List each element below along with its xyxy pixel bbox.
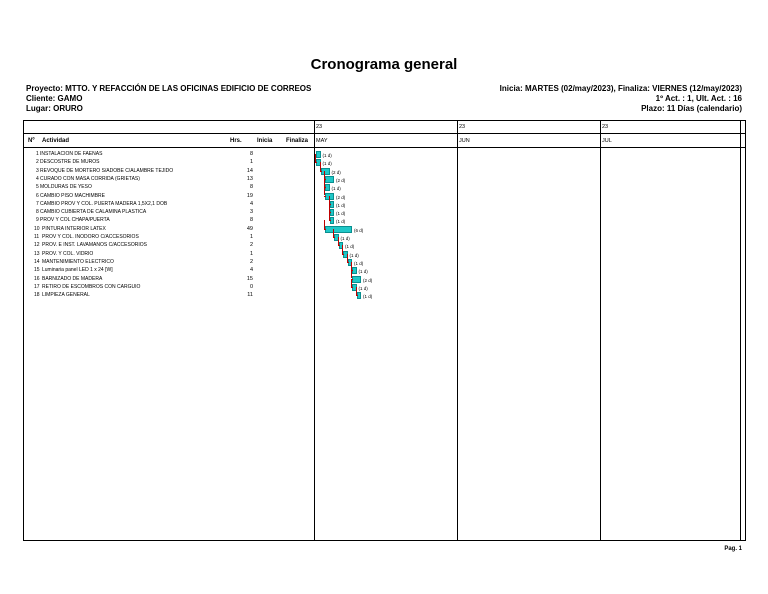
table-row — [24, 226, 324, 234]
schedule-term: Plazo: 11 Días (calendario) — [641, 104, 742, 113]
project-name: Proyecto: MTTO. Y REFACCIÓN DE LAS OFICINAS EDIFICIO DE CORREOS — [26, 84, 312, 93]
bar-duration-label: (2 d) — [363, 277, 373, 283]
dependency-line — [329, 212, 330, 220]
activity-name: CAMBIO PISO MACHIMBRE — [40, 192, 106, 199]
activity-name: CAMBIO PROV Y COL. PUERTA MADERA 1,5X2,1 DOB — [40, 200, 168, 207]
activity-number: 3 — [36, 167, 39, 174]
activity-number: 11 — [34, 234, 40, 240]
dependency-line — [338, 245, 340, 246]
bar-duration-label: (6 d) — [354, 227, 364, 233]
activity-hours: 15 — [246, 275, 253, 282]
activity-number: 17 — [34, 283, 40, 290]
dependency-line — [324, 171, 325, 179]
gantt-bar — [325, 193, 334, 200]
activity-hours: 8 — [249, 217, 253, 224]
dependency-line — [356, 287, 357, 295]
client-name: Cliente: GAMO — [26, 94, 83, 103]
divider — [740, 121, 741, 540]
table-row — [24, 159, 324, 167]
activity-name: Luminaria panel LED 1 x 24 [W] — [42, 267, 113, 274]
activity-hours: 0 — [249, 283, 253, 290]
activity-number: 5 — [36, 184, 39, 191]
bar-duration-label: (1 d) — [331, 186, 341, 192]
bar-duration-label: (1 d) — [358, 285, 368, 291]
activity-name: LIMPIEZA GENERAL — [42, 292, 90, 299]
dependency-line — [324, 179, 325, 187]
dependency-line — [351, 262, 352, 270]
table-row — [24, 217, 324, 225]
bar-duration-label: (2 d) — [336, 194, 346, 200]
page-title: Cronograma general — [310, 56, 458, 73]
table-row — [24, 292, 324, 300]
table-row — [24, 234, 324, 242]
col-start-header: Inicia — [257, 138, 273, 144]
table-row — [24, 184, 324, 192]
table-row — [24, 242, 324, 250]
dependency-line — [351, 270, 352, 278]
dependency-line — [324, 187, 325, 195]
bar-duration-label: (1 d) — [336, 219, 346, 225]
bar-duration-label: (1 d) — [349, 252, 359, 258]
gantt-bar — [325, 226, 352, 233]
activity-hours: 1 — [249, 234, 253, 240]
activity-number: 15 — [34, 267, 40, 274]
gantt-bar — [352, 276, 361, 283]
dependency-line — [324, 229, 326, 230]
dependency-line — [333, 237, 335, 238]
activity-range: 1º Act. : 1, Ult. Act. : 16 — [655, 94, 742, 103]
dependency-line — [324, 196, 326, 197]
gantt-bar — [316, 151, 321, 158]
dependency-line — [347, 262, 349, 263]
activity-hours: 49 — [246, 225, 253, 232]
dependency-line — [329, 196, 330, 204]
activity-number: 18 — [34, 292, 40, 299]
activity-number: 9 — [36, 217, 39, 224]
table-row — [24, 151, 324, 159]
activity-name: INSTALACION DE FAENAS — [40, 151, 103, 157]
period-year: 23 — [602, 124, 609, 130]
divider — [457, 121, 458, 540]
gantt-bar — [325, 176, 334, 183]
bar-duration-label: (1 d) — [322, 161, 332, 167]
activity-hours: 14 — [246, 167, 253, 174]
col-num-header: Nº — [28, 138, 35, 144]
activity-name: DESCOSTRE DE MUROS — [40, 159, 100, 166]
table-row — [24, 251, 324, 259]
activity-number: 13 — [34, 250, 40, 257]
activity-name: PROV Y COL CHAPA/PUERTA — [40, 217, 110, 224]
activity-name: BARNIZADO DE MADERA — [42, 275, 103, 282]
col-hrs-header: Hrs. — [230, 138, 242, 144]
activity-hours: 2 — [249, 242, 253, 249]
activity-number: 14 — [34, 258, 40, 265]
activity-number: 4 — [36, 175, 39, 182]
activity-hours: 1 — [249, 159, 253, 166]
activity-name: PROV. E INST. LAVAMANOS C/ACCESORIOS — [42, 242, 147, 249]
activity-hours: 8 — [249, 184, 253, 191]
activity-name: PINTURA INTERIOR LATEX — [42, 225, 106, 232]
activity-number: 7 — [36, 200, 39, 207]
dependency-line — [315, 162, 317, 163]
gantt-chart — [23, 120, 746, 541]
activity-name: PROV Y COL. INODORO C/ACCESORIOS — [42, 234, 139, 240]
dependency-line — [347, 254, 348, 262]
dependency-line — [329, 204, 330, 212]
activity-hours: 8 — [249, 151, 253, 157]
dependency-line — [320, 162, 321, 170]
bar-duration-label: (1 d) — [340, 236, 350, 241]
dependency-line — [329, 220, 331, 221]
activity-name: RETIRO DE ESCOMBROS CON CARGUIO — [42, 283, 141, 290]
activity-number: 12 — [34, 242, 40, 249]
activity-name: MANTENIMIENTO ELECTRICO — [42, 258, 114, 265]
dependency-line — [342, 245, 343, 253]
dependency-line — [320, 171, 322, 172]
dependency-line — [315, 154, 316, 162]
dependency-line — [333, 229, 334, 237]
activity-hours: 13 — [246, 175, 253, 182]
activity-number: 2 — [36, 159, 39, 166]
project-info — [26, 84, 311, 114]
table-row — [24, 209, 324, 217]
activity-hours: 1 — [249, 250, 253, 257]
activity-number: 6 — [36, 192, 39, 199]
activity-hours: 2 — [249, 258, 253, 265]
table-row — [24, 193, 324, 201]
bar-duration-label: (1 d) — [363, 294, 373, 300]
activity-name: REVOQUE DE MORTERO S/ADOBE C/ALAMBRE TEJIDO — [40, 167, 174, 174]
gantt-bar — [321, 168, 330, 175]
dependency-line — [342, 254, 344, 255]
bar-duration-label: (2 d) — [336, 177, 346, 183]
activity-hours: 19 — [246, 192, 253, 199]
divider — [600, 121, 601, 540]
table-row — [24, 259, 324, 267]
table-row — [24, 284, 324, 292]
activity-hours: 3 — [249, 209, 253, 216]
bar-duration-label: (1 d) — [345, 244, 355, 250]
period-year: 23 — [459, 124, 466, 130]
period-month: MAY — [316, 138, 328, 144]
activity-name: CURADO CON MASA CORRIDA (GRIETAS) — [40, 175, 140, 182]
activity-number: 8 — [36, 209, 39, 216]
bar-duration-label: (2 d) — [331, 169, 341, 175]
divider — [24, 147, 745, 148]
table-row — [24, 201, 324, 209]
table-row — [24, 267, 324, 275]
table-row — [24, 176, 324, 184]
activity-name: CAMBIO CUBIERTA DE CALAMINA PLASTICA — [40, 209, 147, 216]
period-month: JUL — [602, 138, 612, 144]
page-number: Pag. 1 — [724, 546, 742, 552]
activity-hours: 4 — [249, 200, 253, 207]
table-row — [24, 168, 324, 176]
schedule-info — [500, 84, 742, 114]
activity-number: 10 — [34, 225, 40, 232]
dependency-line — [356, 295, 358, 296]
period-month: JUN — [459, 138, 470, 144]
activity-hours: 4 — [249, 267, 253, 274]
bar-duration-label: (1 d) — [322, 153, 332, 158]
bar-duration-label: (1 d) — [354, 260, 364, 266]
col-end-header: Finaliza — [286, 138, 309, 144]
bar-duration-label: (1 d) — [336, 211, 346, 217]
activity-name: PROV. Y COL. VIDRIO — [42, 250, 94, 257]
bar-duration-label: (1 d) — [336, 202, 346, 208]
divider — [24, 133, 745, 134]
activity-name: MOLDURAS DE YESO — [40, 184, 92, 191]
table-row — [24, 276, 324, 284]
dependency-line — [338, 237, 339, 245]
location-name: Lugar: ORURO — [26, 104, 83, 113]
activity-number: 1 — [36, 151, 39, 157]
dependency-line — [351, 279, 352, 287]
schedule-dates: Inicia: MARTES (02/may/2023), Finaliza: VIERNES (12/may/2023) — [499, 84, 742, 93]
activity-number: 16 — [34, 275, 40, 282]
col-activity-header: Actividad — [42, 138, 70, 144]
activity-hours: 11 — [247, 292, 253, 299]
dependency-line — [351, 287, 353, 288]
period-year: 23 — [316, 124, 323, 130]
bar-duration-label: (1 d) — [358, 269, 368, 275]
dependency-line — [324, 220, 325, 228]
